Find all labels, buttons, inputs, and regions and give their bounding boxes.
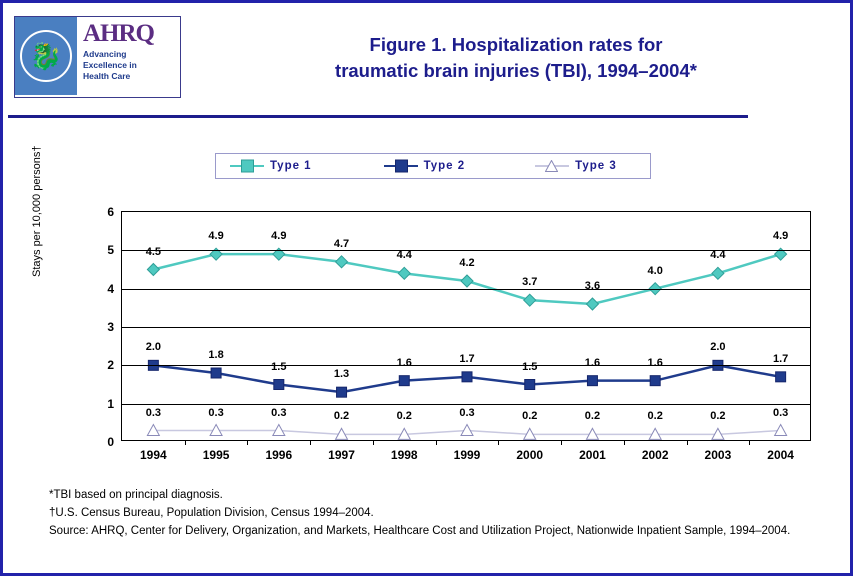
figure-notes — [49, 487, 809, 541]
data-point-marker — [336, 256, 348, 268]
data-label: 1.8 — [208, 349, 224, 361]
data-point-marker — [398, 267, 410, 279]
ahrq-wordmark — [77, 17, 180, 97]
x-axis-tick: 1996 — [265, 448, 293, 462]
legend-marker-triangle-icon — [535, 165, 569, 167]
ahrq-name: AHRQ — [83, 20, 154, 47]
x-axis-tickmark — [749, 440, 750, 445]
data-label: 0.3 — [145, 406, 162, 419]
data-label: 4.9 — [208, 230, 224, 243]
data-label: 4.4 — [396, 249, 412, 262]
data-point-marker — [525, 380, 535, 390]
note-source-line1: Source: AHRQ, Center for Delivery, Organization, and Markets, Healthcare Cost and Utilization Project, Nationwide Inpatient — [49, 525, 681, 537]
data-label: 4.9 — [271, 230, 287, 243]
data-label: 0.3 — [208, 406, 224, 419]
ahrq-tagline — [83, 49, 176, 82]
chart-legend — [215, 153, 651, 179]
data-label: 1.6 — [584, 356, 601, 369]
data-label: 3.7 — [522, 276, 538, 289]
x-axis-tick: 2000 — [516, 448, 544, 462]
data-label: 0.3 — [772, 406, 789, 419]
data-label: 4.9 — [772, 230, 789, 243]
ahrq-logo — [14, 16, 181, 98]
y-axis-tick: 5 — [107, 243, 114, 258]
plot-region — [107, 205, 811, 462]
y-axis-tick: 3 — [107, 320, 114, 334]
x-axis-tickmark — [310, 440, 311, 445]
data-label: 2.0 — [145, 341, 162, 354]
data-point-marker — [399, 376, 409, 386]
data-label: 4.2 — [459, 257, 475, 269]
gridline — [122, 404, 810, 405]
data-label: 3.6 — [584, 280, 601, 292]
data-point-marker — [147, 264, 159, 276]
x-axis-tickmark — [373, 440, 374, 445]
data-point-marker — [274, 380, 284, 390]
x-axis-tickmark — [624, 440, 625, 445]
data-point-marker — [776, 372, 786, 382]
y-axis-label: Stays per 10,000 persons† — [31, 145, 43, 277]
x-axis-tick: 1999 — [453, 448, 481, 462]
ahrq-tagline-line2: Excellence in — [83, 60, 137, 70]
legend-item-type-3 — [535, 160, 617, 172]
legend-label-type-2: Type 2 — [423, 160, 466, 172]
title-line-2: traumatic brain injuries (TBI), 1994–2004* — [335, 60, 697, 81]
legend-label-type-3: Type 3 — [575, 160, 617, 172]
figure-header — [6, 6, 850, 116]
legend-item-type-1 — [230, 160, 312, 172]
legend-marker-diamond-icon — [230, 165, 264, 167]
x-axis-tick: 1994 — [140, 448, 167, 462]
x-axis-tickmark — [436, 440, 437, 445]
data-label: 1.5 — [271, 360, 287, 373]
note-tbi-definition: *TBI based on principal diagnosis. — [49, 489, 223, 501]
data-label: 2.0 — [710, 341, 726, 354]
data-label: 1.7 — [459, 352, 475, 365]
data-label: 1.6 — [396, 356, 412, 369]
y-axis-tick: 1 — [107, 396, 114, 411]
legend-marker-square-icon — [384, 165, 418, 167]
data-label: 4.0 — [647, 264, 663, 277]
data-point-marker — [461, 425, 473, 436]
data-label: 0.2 — [584, 410, 601, 423]
x-axis-tick: 1997 — [328, 448, 355, 462]
data-label: 0.2 — [522, 410, 538, 423]
x-axis-tick: 1995 — [202, 448, 230, 462]
data-label: 1.3 — [333, 368, 350, 381]
data-label: 0.2 — [396, 410, 412, 423]
y-axis-tick: 2 — [107, 358, 114, 373]
data-label: 0.2 — [710, 410, 726, 423]
ahrq-tagline-line1: Advancing — [83, 49, 127, 59]
data-point-marker — [462, 372, 472, 382]
x-axis-tick: 2002 — [641, 448, 669, 462]
header-divider — [8, 115, 748, 118]
x-axis-tickmark — [247, 440, 248, 445]
gridline — [122, 365, 810, 366]
legend-item-type-2 — [384, 160, 466, 172]
gridline — [122, 250, 810, 251]
x-axis-tickmark — [498, 440, 499, 445]
data-label: 0.2 — [333, 410, 350, 423]
data-label: 4.4 — [710, 249, 726, 262]
gridline — [122, 289, 810, 290]
data-label: 0.3 — [271, 406, 287, 419]
data-label: 1.5 — [522, 360, 538, 373]
x-axis-tickmark — [185, 440, 186, 445]
data-label: 4.5 — [145, 245, 162, 258]
note-source — [49, 523, 809, 539]
hhs-seal-icon — [15, 17, 77, 95]
data-point-marker — [211, 368, 221, 378]
title-line-1: Figure 1. Hospitalization rates for — [369, 34, 663, 55]
hhs-seal-circle — [20, 30, 72, 82]
y-axis-tick: 6 — [107, 205, 114, 219]
page-title — [191, 32, 841, 84]
y-axis-tick: 4 — [107, 281, 114, 296]
x-axis-tick: 2003 — [704, 448, 732, 462]
data-label: 0.3 — [459, 406, 475, 419]
x-axis-tick: 1998 — [390, 448, 418, 462]
note-census: †U.S. Census Bureau, Population Division, Census 1994–2004. — [49, 507, 374, 519]
x-axis-tick: 2004 — [767, 448, 794, 462]
data-label: 4.7 — [333, 237, 350, 250]
data-label: 1.7 — [772, 352, 789, 365]
data-point-marker — [587, 376, 597, 386]
data-point-marker — [524, 294, 536, 306]
x-axis-tickmark — [687, 440, 688, 445]
ahrq-tagline-line3: Health Care — [83, 71, 131, 81]
gridline — [122, 327, 810, 328]
data-point-marker — [712, 267, 724, 279]
note-source-line2: Sample, 1994–2004. — [684, 525, 791, 537]
legend-label-type-1: Type 1 — [270, 160, 312, 172]
x-axis-tickmark — [561, 440, 562, 445]
data-point-marker — [337, 387, 347, 397]
data-point-marker — [650, 376, 660, 386]
x-axis-tick: 2001 — [579, 448, 606, 462]
data-point-marker — [461, 275, 473, 287]
data-label: 1.6 — [647, 356, 663, 369]
eagle-icon: 🐉 — [29, 41, 63, 71]
data-point-marker — [586, 298, 598, 310]
y-axis-tick: 0 — [107, 435, 114, 449]
data-label: 0.2 — [647, 410, 663, 423]
data-point-marker — [775, 425, 787, 436]
